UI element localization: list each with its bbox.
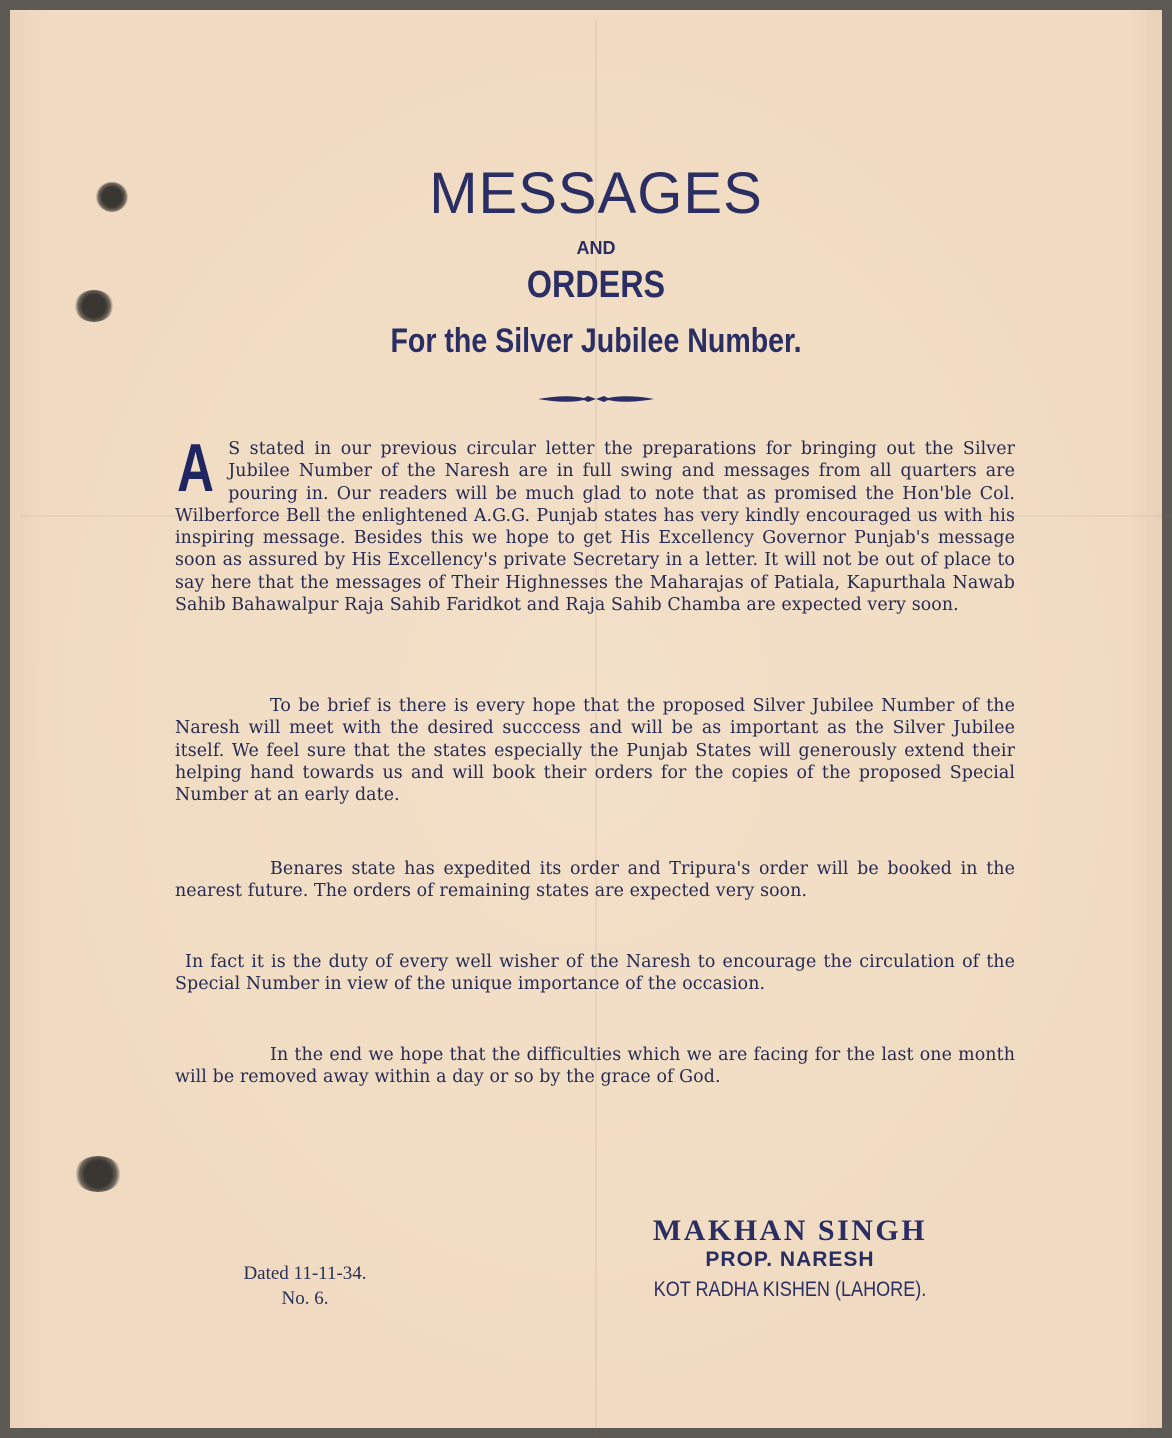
body-paragraph-2: To be brief is there is every hope that the proposed Silver Jubilee Number of the Naresh will meet with the desired succcess and will be as important as the Silver Jubilee itself. We feel sure that the states especially the Punjab States will generously extend their helping hand towards us and will book their orders for the copies of the proposed Special Number at an early date.	[175, 696, 1015, 806]
signatory-address: KOT RADHA KISHEN (LAHORE).	[653, 1278, 927, 1301]
title-conjunction: AND	[576, 238, 616, 258]
body-paragraph-4: In fact it is the duty of every well wisher of the Naresh to encourage the circulation of the Special Number in view of the unique importance of the occasion.	[175, 952, 1015, 995]
circular-number: No. 6.	[281, 1288, 329, 1309]
page-title: MESSAGES	[429, 161, 763, 226]
drop-cap: A	[177, 430, 215, 506]
signatory-title: PROP. NARESH	[705, 1248, 875, 1271]
body-paragraph-3: Benares state has expedited its order and Tripura's order will be booked in the nearest future. The orders of remaining states are expected very soon.	[175, 859, 1015, 902]
body-paragraph-1	[175, 430, 1015, 616]
paragraph-text: S stated in our previous circular letter the preparations for bringing out the Silver Jubilee Number of the Naresh are in full swing and messages from all quarters are pouring in. Our readers will be much glad to note that as promised the Hon'ble Col. Wilberforce Bell the enlightened A.G.G. Punjab states has very kindly encouraged us with his inspiring message. Besides this we hope to get His Excellency Governor Punjab's message soon as assured by His Excellency's private Secretary in a letter. It will not be out of place to say here that the messages of Their Highnesses the Maharajas of Patiala, Kapurthala Nawab Sahib Bahawalpur Raja Sahib Faridkot and Raja Sahib Chamba are expected very soon.	[175, 439, 1015, 616]
signatory-name: MAKHAN SINGH	[652, 1214, 928, 1247]
date-line: Dated 11-11-34.	[243, 1263, 367, 1284]
body-paragraph-5: In the end we hope that the difficulties which we are facing for the last one month will be removed away within a day or so by the grace of God.	[175, 1045, 1015, 1088]
page-subtitle: ORDERS	[526, 264, 666, 306]
punch-hole-bottom	[74, 1156, 122, 1192]
divider-ornament	[536, 392, 656, 406]
page-tagline: For the Silver Jubilee Number.	[390, 322, 802, 360]
